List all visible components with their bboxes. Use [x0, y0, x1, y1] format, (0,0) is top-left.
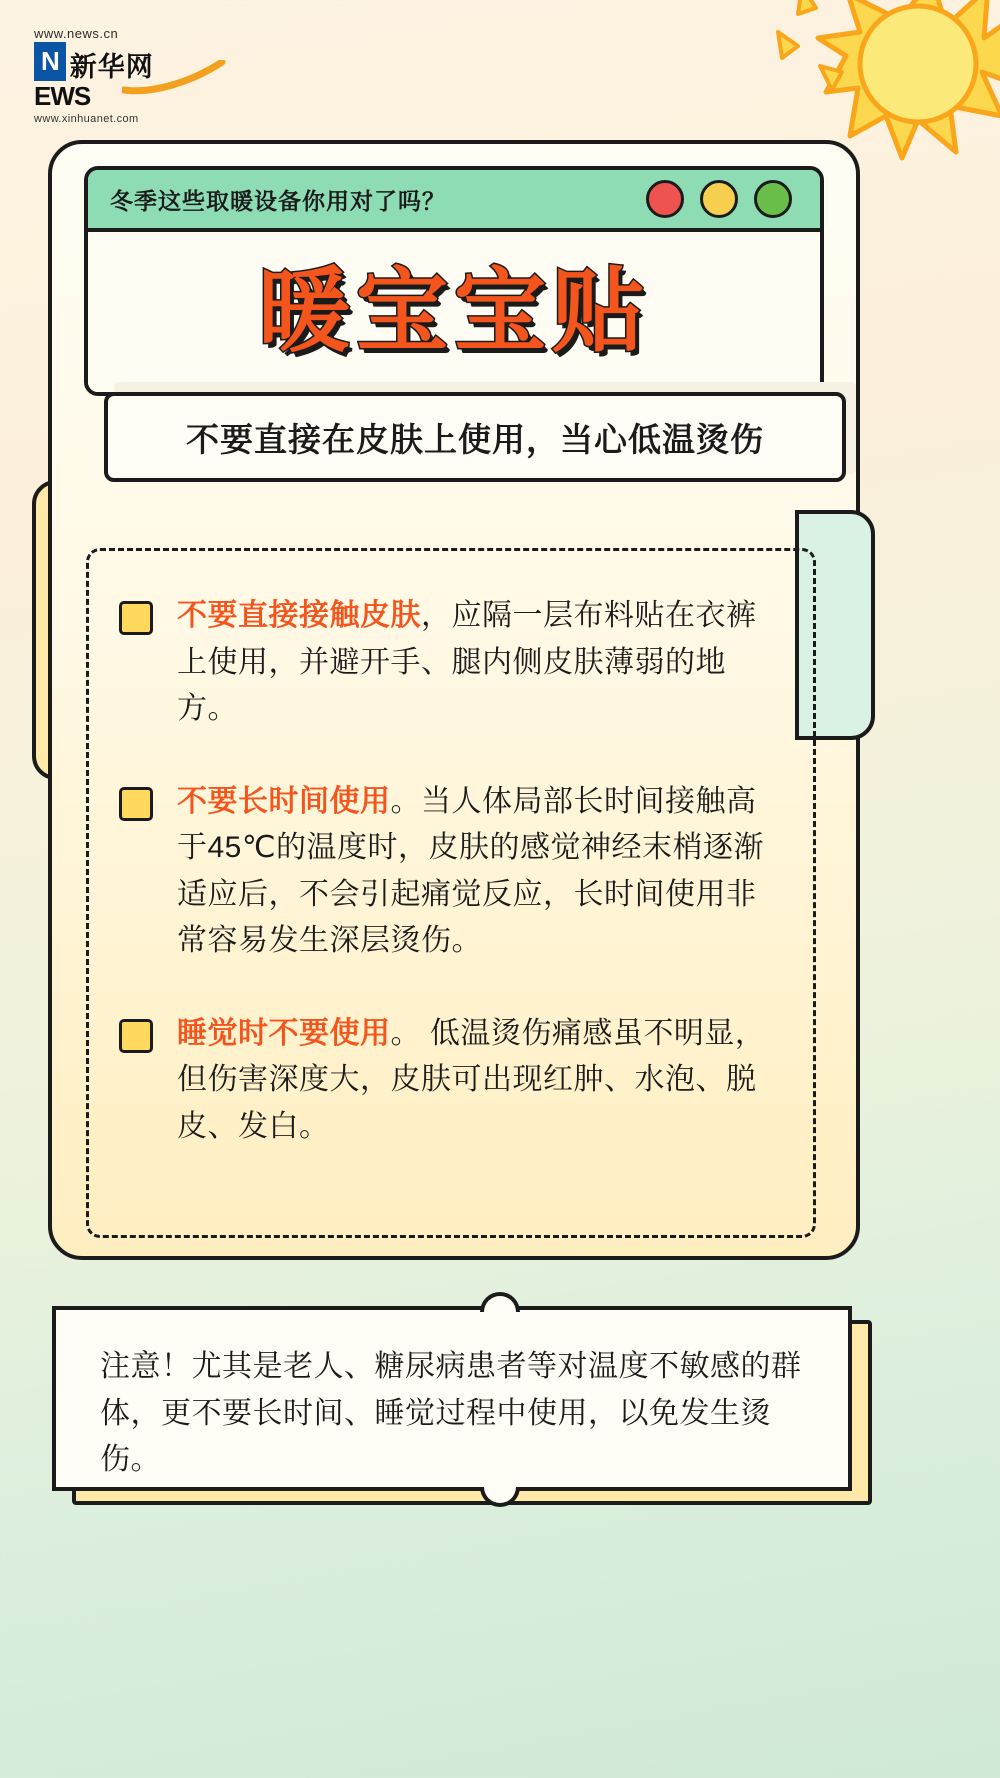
bullet-square-icon: [119, 601, 153, 635]
logo-badge-n: N: [34, 42, 66, 81]
xinhuanet-logo: [34, 26, 224, 125]
tip-rest: 。 低温烫伤痛感虽不明显，但伤害深度大，皮肤可出现红肿、水泡、脱皮、发白。: [177, 1016, 766, 1143]
footer-note: [52, 1306, 852, 1491]
list-item: [119, 593, 783, 733]
bullet-square-icon: [119, 787, 153, 821]
window-title: 冬季这些取暖设备你用对了吗？: [110, 187, 446, 214]
tip-highlight: 不要直接接触皮肤: [177, 599, 421, 632]
bullet-square-icon: [119, 1019, 153, 1053]
tip-text: [177, 593, 783, 733]
logo-url-bottom: www.xinhuanet.com: [34, 113, 139, 125]
browser-window: [84, 166, 824, 396]
logo-url-top: www.news.cn: [34, 26, 119, 41]
list-item: [119, 779, 783, 965]
main-card: [48, 140, 860, 1260]
window-controls[interactable]: [646, 180, 798, 218]
note-notch-top: [480, 1292, 520, 1312]
tip-text: [177, 779, 783, 965]
logo-chinese-name: 新华网: [69, 52, 154, 82]
subtitle-text: 不要直接在皮肤上使用，当心低温烫伤: [186, 420, 764, 458]
footer-note-text: 注意！尤其是老人、糖尿病患者等对温度不敏感的群体，更不要长时间、睡觉过程中使用，以免发生烫伤。: [100, 1350, 802, 1476]
minimize-dot-icon[interactable]: [700, 180, 738, 218]
maximize-dot-icon[interactable]: [754, 180, 792, 218]
tips-container: [86, 548, 816, 1238]
logo-swoosh-icon: [122, 60, 227, 96]
subtitle-banner: [104, 392, 846, 482]
list-item: [119, 1011, 783, 1151]
window-title-bar: [88, 170, 820, 232]
window-content: [88, 232, 820, 392]
tip-rest: ，应隔一层布料贴在衣裤上使用，并避开手、腿内侧皮肤薄弱的地方。: [177, 599, 757, 725]
logo-news-text: EWS: [34, 81, 91, 111]
close-dot-icon[interactable]: [646, 180, 684, 218]
tip-highlight: 睡觉时不要使用: [177, 1016, 391, 1050]
page-title: 暖宝宝贴: [257, 261, 650, 363]
tip-rest: 。当人体局部长时间接触高于45℃的温度时，皮肤的感觉神经末梢逐渐适应后，不会引起痛觉反应，长时间使用非常容易发生深层烫伤。: [177, 784, 765, 957]
tip-text: [177, 1011, 783, 1151]
tip-highlight: 不要长时间使用: [177, 784, 391, 818]
